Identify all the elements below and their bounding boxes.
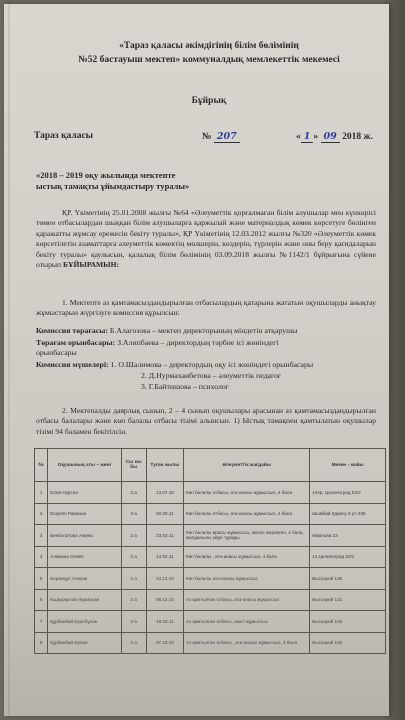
commission-member-3: 3. Г.Байтишова – психолог [141,382,229,391]
order-date [296,131,373,142]
cell-birth: 02.08.11 [146,503,183,525]
cell-birth: 07.10.10 [146,632,183,654]
order-number-prefix: № [202,132,212,142]
table-row [35,525,386,547]
commission-members-label: Комиссия мүшелері: [36,360,109,369]
date-close-quote: » [313,132,319,142]
city-name: Тараз қаласы [34,131,94,141]
col-header-birth: Туған жылы [146,449,183,482]
cell-birth: 14.02.11 [146,546,183,568]
col-header-social: Әлеуметтік жағдайы [184,449,310,482]
cell-birth: 23.12.10 [146,568,183,590]
cell-social: Аз қамтылған отбасы , ата-анасы жұмыссыз, 3 бала [184,632,310,654]
cell-name: Құрбанбай Ерасбұлан [48,611,121,633]
table-row [35,546,386,568]
cell-social: Көп балалы отбасы, ата-анасы жұмыссыз, 4 бала [184,482,310,504]
cell-name: Құрбанбай Ерлан [48,632,121,654]
cell-name: Алимхан Оляяс [48,546,121,568]
table-row [35,568,386,590]
cell-social: Көп балалы ата-анасы жұмыссыз [184,568,310,590]
cell-number: 4 [35,546,48,568]
page-fold [8,4,10,716]
col-header-number: № [35,449,48,482]
cell-number: 6 [35,589,48,611]
cell-class: 2 а [121,611,146,633]
table-row [35,589,386,611]
order-keyword: БҰЙЫРАМЫН [63,260,117,270]
cell-address: Иманова 23 [310,525,386,547]
order-keyword-colon: : [116,260,120,270]
cell-social: Аз қамтылған отбасы, ата-анасы жұмыссыз [184,589,310,611]
cell-name: Бекболатова Ажина [48,525,121,547]
org-name-line2: №52 бастауыш мектеп» коммуналдық мемлекеттік мекемесі [78,55,340,65]
cell-number: 7 [35,611,48,633]
cell-address: Высоцкий 135 [310,568,386,590]
cell-birth: 19.03.11 [146,611,183,633]
commission-chair-value: Б.Алагозова – мектеп директорының міндетін атқарушы [107,326,298,335]
order-number-handwritten: 207 [214,131,240,143]
cell-number: 8 [35,632,48,654]
date-day-handwritten: 1 [301,131,314,143]
preamble-text: ҚР. Үкіметінің 25.01.2008 жылғы №64 «Әлеуметтік қорғалмаған білім алушылар мен күнкөрісі төмен отбасылардан шыққан білім алушыларға қаржылай және материалдық көмек көрсетуге бөлінген қаражатты жұмсау ережесін бекіту туралы», ҚР Үкіметінің 12.03.2012 жылғы №320 «Әлеуметтік көмек көрсетілетін азаматтарға әлеуметтік көмектің мөлшерін, көздерін, түрлерін және оны беру қағидаларын бекіту туралы» қаулысын, қалалық білім бөлімінің 03.09.2018 жылғы №1142/1 бұйрығына сүйене отырып [36,208,376,270]
table-body [35,482,386,654]
subject-line2: ыстық тамақты ұйымдастыру туралы» [36,181,190,191]
table-row [35,611,386,633]
cell-social: Көп балалы отбасы, ата-анасы жұмыссыз, 4 бала [184,503,310,525]
order-subject [36,170,256,192]
cell-number: 2 [35,503,48,525]
commission-deputy-cont: орынбасары [36,348,77,357]
date-open-quote: « [296,132,301,142]
cell-name: Елеи Нурсая [48,482,121,504]
cell-number: 1 [35,482,48,504]
date-year: 2018 ж. [342,132,373,142]
commission-chair-label: Комиссия төрағасы: [36,326,108,335]
org-name-line1: «Тараз қаласы әкімдігінің білім бөлімінің [119,41,299,51]
cell-class: 2 а [121,589,146,611]
cell-class: 2 а [121,525,146,547]
cell-social: Аз қамтылған отбасы, әкесі жұмыссыз [184,611,310,633]
cell-birth: 23.03.11 [146,525,183,547]
cell-address: 1п.Целиноград 22/1 [310,546,386,568]
cell-number: 5 [35,568,48,590]
commission-members [36,360,381,371]
document-page [4,4,389,716]
cell-class: 2 а [121,482,146,504]
cell-address: Высоцкий 100 [310,632,386,654]
col-header-name: Оқушының аты – жөні [48,449,121,482]
table-row [35,503,386,525]
commission-deputy [36,338,381,349]
table-row [35,632,386,654]
table-header-row [35,449,386,482]
cell-name: Кыдыркулов Нурмахан [48,589,121,611]
cell-address: Шымбай Қарасу 6 уч 236 [310,503,386,525]
date-month-handwritten: 09 [321,131,340,143]
col-header-address: Мекен - жайы [310,449,386,482]
cell-number: 3 [35,525,48,547]
subject-line1: «2018 – 2019 оқу жылында мектепте [36,170,176,180]
commission-member-1: 1. О.Шалимова – директордың оқу ісі жөніндегі орынбасары [108,360,314,369]
order-number [202,131,240,142]
cell-social: Көп балалы ирасы жұмыссыз, әкесін жерлеген, 4 бала, жалданылы үйде тұрады [184,525,310,547]
commission-chair [36,326,381,337]
cell-social: Көп балалы , ата-анасы жұмыссыз, 4 бала [184,546,310,568]
col-header-class: Сы ны бы [121,449,146,482]
cell-class: 2 а [121,632,146,654]
commission-member-2: 2. Д.Нурмахаибетова – әлеуметтік педагог [141,371,282,380]
cell-name: Есірепп Рамазан [48,503,121,525]
cell-class: 2 а [121,503,146,525]
item-1-paragraph: 1. Мектепте аз қамтамасыздандырылған отбасылардың қатарына жататын оқушыларды анықтау жұмыстарын жүргізуге комиссия құрылсын: [36,298,376,318]
commission-deputy-label: Төрағам орынбасары: [36,338,116,347]
cell-birth: 13.07.10 [146,482,183,504]
cell-address: Высоцкий 131 [310,589,386,611]
cell-address: 1пер. Целиноград 52/2 [310,482,386,504]
document-type: Бұйрық [191,96,227,106]
item-2-paragraph: 2. Мектепалды даярлық сынып, 2 – 4 сынып оқушылары арасынан аз қамтамасыздандырылған отбасы балалары және көп балалы отбасы тізімі алынсын. 1) Ыстық тамақпен қамтылатын оқушылар тізімі 94 баламен бекітілсін. [36,406,376,436]
preamble-paragraph [36,208,376,270]
cell-class: 2 а [121,568,146,590]
students-table [34,448,386,654]
cell-class: 2 а [121,546,146,568]
cell-address: Высоцкий 100 [310,611,386,633]
cell-birth: 08.12.10 [146,589,183,611]
table-row [35,482,386,504]
commission-deputy-value: З.Алипбаева – директордың тәрбие ісі жөніндегі [115,338,279,347]
cell-name: Боранқұл Алихан [48,568,121,590]
